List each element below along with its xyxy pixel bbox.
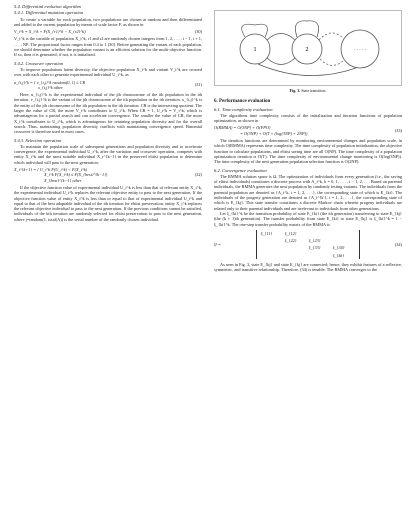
left-column xyxy=(14,4,202,222)
equation-33-number: (33) xyxy=(394,128,402,134)
paragraph-time-complexity: The algorithms time complexity consists of the initialization and iteration functions of population optimization, as shown in xyxy=(214,112,402,124)
equation-30-body: V_i^k = X_i^k + F(X_{r1}^k − X_{r2}^k). xyxy=(14,29,87,35)
state-transition-figure xyxy=(214,10,402,86)
subsection-heading-5-4-3: 5.4.3. Selection operation xyxy=(14,137,62,143)
state-transition-diagram xyxy=(215,11,401,85)
matrix-cell: ξ_{33} xyxy=(308,245,321,251)
matrix-cell: ξ_{22} xyxy=(284,238,297,244)
state-node-1-label: 1 xyxy=(253,47,257,53)
matrix-cell xyxy=(285,245,307,250)
matrix-cell xyxy=(333,231,355,236)
matrix-cell: ξ_{23} xyxy=(308,238,321,244)
equation-32-number: (32) xyxy=(194,172,202,178)
matrix-cell xyxy=(309,253,331,258)
equation-32 xyxy=(14,167,202,183)
right-column xyxy=(214,4,402,273)
transition-2-to-1 xyxy=(267,58,295,65)
matrix-cell: ξ_{11} xyxy=(260,230,273,236)
state-node-k-label: · · · · · xyxy=(353,48,367,53)
equation-32-line-1: X_i^{k+1} = { U_i^k F(U_i^k) < F(X_i^k) xyxy=(14,167,88,173)
equation-31 xyxy=(14,80,202,91)
section-heading-5-4: 5.4. Differential evolution algorithm xyxy=(14,4,81,9)
paragraph-time-complexity-explanation: The iteration functions are determined by monitoring environmental changes and population scale, in which O(RMMA) represents time complexity. The time complexity of population initialization, the objective function to calculate populations, and elitist saving time are all O(NP). The time complexity of a population optimization iteration is O(T). The time complexity of environmental change monitoring is O(log(3NP)). The time complexity of the next generation population selection function is O(2NP). xyxy=(214,138,402,165)
transition-2-to-k xyxy=(319,33,343,40)
equation-33 xyxy=(214,125,402,136)
matrix-cell: ξ_{34} xyxy=(332,245,345,251)
matrix-cell xyxy=(261,253,283,258)
paragraph-convergence: The RMMA solution space is Ω. The optimization of individuals from every generation (i.e., the saving of elitist individuals) constitutes a discrete process with A_i^k, k = 0, 1, . . . , t − 1, 2, . . . Based on parental individuals, the RMMA generates the next population by randomly testing variants. The individuals from the parental population are denoted as {A_i^k, i = 1, 2, . . .}, the corresponding state of which is E_{ki}. The individuals of the progeny generation are denoted as {A_i^{k'}, i = 1, 2, . . .}, the corresponding state of which is E_{kj}. This state transfer constitutes a discrete Markov chain wherein progeny individuals are related only to their parental individuals and are irrelevant to individuals from other generations. xyxy=(214,173,402,211)
section-heading-6: 6. Performance evaluation xyxy=(214,99,271,105)
figure-caption-label: Fig. 3. xyxy=(289,88,301,93)
equation-32-line-3: X_{best}^{k−1} other xyxy=(44,177,82,183)
subsection-heading-6-1: 6.1. Time complexity evaluation xyxy=(214,106,273,112)
transition-1-to-2 xyxy=(267,34,295,41)
figure-caption xyxy=(214,88,402,93)
equation-32-line-2: X_i^k F(X_i^k) ≤ F(X_{best}^{k−1}) xyxy=(44,172,108,178)
equation-34-number: (34) xyxy=(394,241,402,247)
paragraph-transition-probability: Let ξ_{ki}^k be the transition probability of state E_{ki} (the ith generation) transferring to state E_{kj} (the (k + 1)th generation). The transfer probability from state E_{ki} to state E_{kj} is ξ_{ki}^k = 1 − ξ_{ki}^k. The one-step transfer probability matrix of the RMMA is xyxy=(214,210,402,227)
state-node-2-label: 2 xyxy=(305,47,309,53)
equation-30-number: (30) xyxy=(194,29,202,35)
equation-34-label: ξ¹ = xyxy=(214,241,221,247)
subsection-heading-5-4-1: 5.4.1. Differential mutation operation xyxy=(14,10,84,16)
paragraph-crossover: To improve populations latent diversity, the objective population X_i^k and variant V_i^k are crossed over with each other to generate experimental individual U_i^k, as xyxy=(14,66,202,78)
equation-33-line-1: O(RMMA) = O(3NP) + O(FPO) xyxy=(214,125,271,131)
equation-33-line-2: = O(3NP) + O(T × (log(3NP) + 2NP)) xyxy=(240,130,308,136)
paragraph-selection: To maintain the population scale of subsequent generations and population diversity and to accelerate convergence, the experimental individual U_i^k, after the variation and crossover operation, competes with entity X_i^k and the most suitable individual X_i^{k−1} in the preserved elitist population to determine which individual will pass to the next generation: xyxy=(14,143,202,165)
subsection-heading-6-2: 6.2. Convergence evaluation xyxy=(214,167,267,173)
figure-caption-text: State transition. xyxy=(301,88,327,93)
paragraph-selection-explanation: If the objective function value of experimental individual U_i^k is less than that of relevant entity X_i^k, the experimental individual U_i^k replaces the relevant objective entity to pass to the next generation. If the objective function value of entity X_i^k is less than or equal to that of experimental individual U_i^k and equal to that of the best adaptable individual of the ith iteration for elitist preservation, entity X_i^k replaces the relevant objective individual to pass to the next generation. If the previous conditions cannot be satisfied, individuals of the kth iteration are randomly selected for elitist preservation to pass to the next generation, where j=random(1, total(A)) is the serial number of the randomly chosen individual. xyxy=(14,184,202,222)
matrix-cell xyxy=(261,245,283,250)
subsection-heading-5-4-2: 5.4.2. Crossover operation xyxy=(14,60,64,66)
equation-31-line-1: u_{i,j}^k = { v_{i,j}^k random(0, 1) ≤ CR xyxy=(14,79,86,85)
equation-30 xyxy=(14,29,202,34)
transition-1-to-k xyxy=(258,64,356,76)
matrix-cell: ξ_{kk} xyxy=(332,252,345,258)
paragraph-convergence-conclusion: As seen in Fig. 3, state E_{kj} and state E_{kj} are connected; hence, they exhibit features of a reflexive, symmetric, and transitive relationship. Therefore, (34) is tenable. The RMMA converges to the xyxy=(214,262,402,273)
paragraph-crossover-explanation: Here, u_{i,j}^k is the experimental individual of the jth chromosome of the ith population in the ith iteration. v_{i,j}^k is the variant of the jth chromosome of the ith population in the ith iteration. x_{i,j}^k is the entity of the jth chromosome of the ith population in the ith iteration. CR is the intersecting quotient. The larger the value of CR, the more V_i^k contributes to U_i^k. When CR = 1, U_i^k = V_i^k, which is advantageous for a partial search and can accelerate convergence. The smaller the value of CR, the more X_i^k contributes to U_i^k, which is advantageous for retaining population diversity and for the overall search. Thus, maintaining population diversity conflicts with maintaining convergence speed. Binomial crossover is therefore used in most cases. xyxy=(14,92,202,135)
matrix-cell xyxy=(309,231,331,236)
matrix-cell xyxy=(285,253,307,258)
matrix-cell: ξ_{12} xyxy=(284,230,297,236)
equation-31-line-2: x_{i,j}^k other xyxy=(38,84,63,90)
paragraph-mutation: To create a variable for each population, two populations are chosen at random and then differentiated and added to the current population by means of scale factor F, as shown in xyxy=(14,16,202,27)
matrix-cell xyxy=(261,238,283,243)
paragraph-mutation-explanation: V_i^k is the variable of population X_i^k, r1 and r2 are randomly chosen integers from 1, 2, . . . , i − 1, i + 1, . . . , NP. The proportional factor ranges from 0.4 to 1 [30]. Before generating the variant of each population, we should determine whether the population variant is an efficient solution for the multi-objective function. If so, then it is generated; if not, it is initialized. xyxy=(14,36,202,58)
transition-k-to-2 xyxy=(319,58,343,65)
transition-matrix xyxy=(256,230,360,259)
equation-31-number: (31) xyxy=(194,82,202,88)
equation-34 xyxy=(214,230,402,259)
matrix-cell xyxy=(333,238,355,243)
